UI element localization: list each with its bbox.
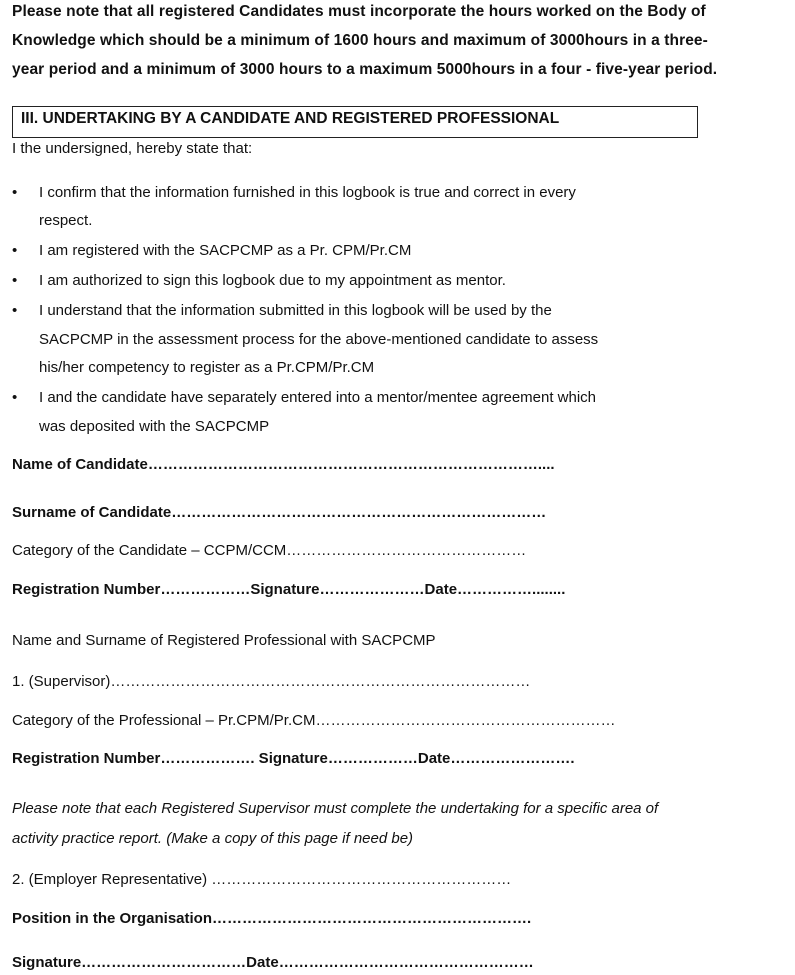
bullet-icon: • (12, 389, 18, 406)
supervisor-note-line-2: activity practice report. (Make a copy of this page if need be) (12, 830, 414, 847)
bullet-4-line-3: his/her competency to register as a Pr.CPM/Pr.CM (39, 359, 375, 376)
supervisor-note-line-1: Please note that each Registered Supervisor must complete the undertaking for a specific area of (12, 800, 659, 817)
intro-note-line-1: Please note that all registered Candidates must incorporate the hours worked on the Body of (12, 3, 706, 20)
bullet-icon: • (12, 242, 18, 259)
bullet-1-line-2: respect. (39, 212, 93, 229)
intro-note-line-3: year period and a minimum of 3000 hours to a maximum 5000hours in a four - five-year period. (12, 61, 718, 78)
bullet-4-line-2: SACPCMP in the assessment process for the above-mentioned candidate to assess (39, 331, 599, 348)
candidate-registration-signature-date-field[interactable]: Registration Number………………Signature…………………Date……………........ (12, 581, 566, 598)
bullet-icon: • (12, 302, 18, 319)
bullet-5-line-1: I and the candidate have separately entered into a mentor/mentee agreement which (39, 389, 597, 406)
bullet-3-line-1: I am authorized to sign this logbook due to my appointment as mentor. (39, 272, 506, 289)
candidate-name-field[interactable]: Name of Candidate…………………………………………………………………….... (12, 456, 555, 473)
bullet-2-line-1: I am registered with the SACPCMP as a Pr. CPM/Pr.CM (39, 242, 412, 259)
employer-signature-date-field[interactable]: Signature……………………………Date…………………………………………… (12, 954, 534, 971)
candidate-category-field[interactable]: Category of the Candidate – CCPM/CCM………………………………………… (12, 542, 527, 559)
employer-representative-field[interactable]: 2. (Employer Representative) …………………………………………………… (12, 871, 512, 888)
bullet-icon: • (12, 272, 18, 289)
section-title: III. UNDERTAKING BY A CANDIDATE AND REGISTERED PROFESSIONAL (21, 110, 560, 127)
professional-category-field[interactable]: Category of the Professional – Pr.CPM/Pr.CM…………………………………………………… (12, 712, 616, 729)
position-in-organisation-field[interactable]: Position in the Organisation………………………………………………………. (12, 910, 532, 927)
bullet-1-line-1: I confirm that the information furnished in this logbook is true and correct in every (39, 184, 576, 201)
bullet-icon: • (12, 184, 18, 201)
statement-intro: I the undersigned, hereby state that: (12, 140, 253, 157)
supervisor-field[interactable]: 1. (Supervisor)………………………………………………………………………… (12, 673, 531, 690)
section-heading-box (12, 106, 698, 138)
intro-note-line-2: Knowledge which should be a minimum of 1600 hours and maximum of 3000hours in a three- (12, 32, 708, 49)
candidate-surname-field[interactable]: Surname of Candidate………………………………………………………………… (12, 504, 547, 521)
professional-heading: Name and Surname of Registered Professional with SACPCMP (12, 632, 436, 649)
professional-registration-signature-date-field[interactable]: Registration Number………………. Signature………………Date……………………. (12, 750, 575, 767)
bullet-5-line-2: was deposited with the SACPCMP (39, 418, 270, 435)
bullet-4-line-1: I understand that the information submitted in this logbook will be used by the (39, 302, 552, 319)
